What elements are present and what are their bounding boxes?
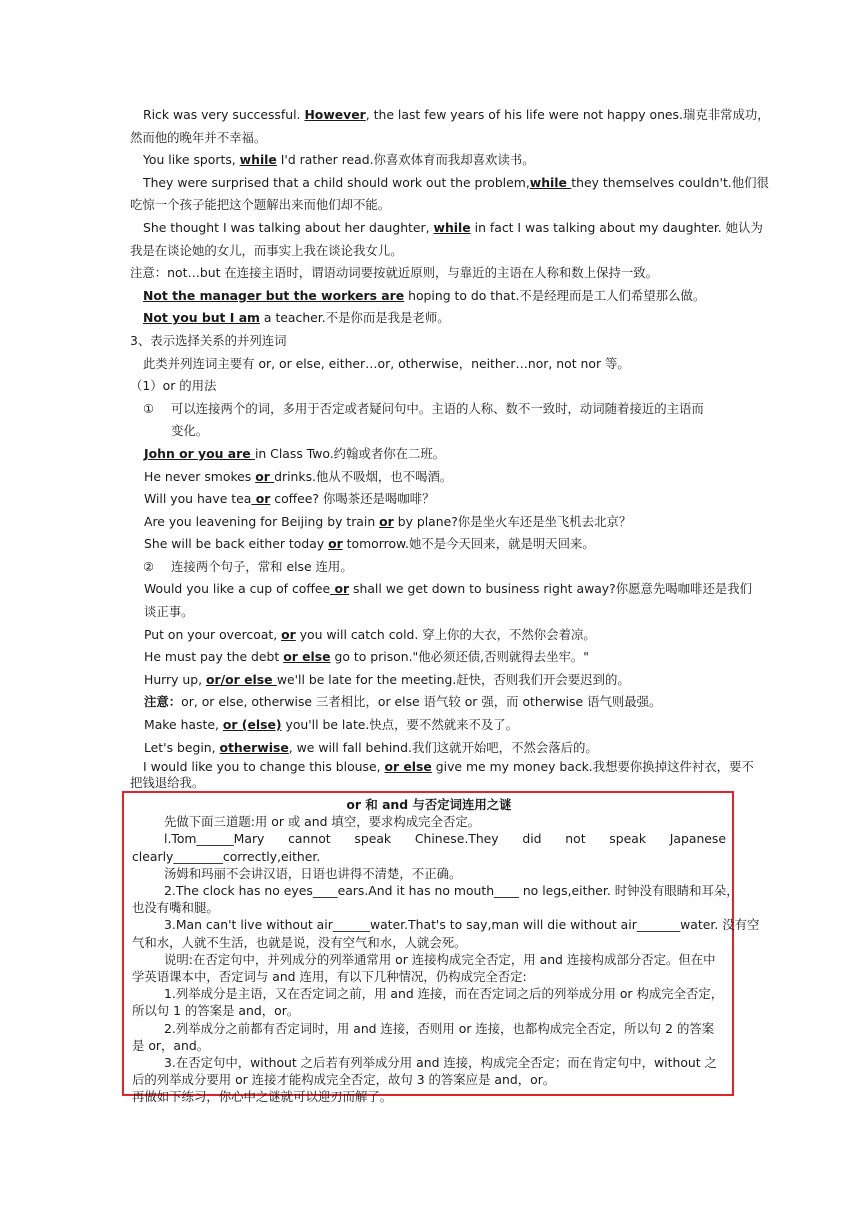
- circled-number: ②: [143, 558, 155, 574]
- text-run: They were surprised that a child should work out the problem,: [143, 174, 530, 190]
- text-run: go to prison."他必须还债,否则就得去坐牢。": [330, 649, 589, 665]
- example-line: [130, 759, 754, 775]
- text-run: in fact I was talking about my daughter. 她认为: [470, 219, 763, 235]
- example-line: [130, 714, 732, 737]
- callout-box: [122, 791, 760, 1105]
- example-line: [130, 737, 732, 760]
- emphasis-conjunction: or: [281, 626, 296, 642]
- callout-line: l.Tom______Mary cannot speak Chinese.They did not speak Japanese: [164, 831, 726, 847]
- text-run: 可以连接两个的词，多用于否定或者疑问句中。主语的人称、数不一致时，动词随着接近的主语而: [171, 400, 704, 416]
- example-line: [130, 307, 732, 330]
- text-run: Would you like a cup of coffee: [144, 581, 331, 597]
- text-run: Will you have tea: [144, 491, 252, 507]
- emphasis-conjunction: while: [433, 219, 471, 235]
- text-run: I'd rather read.你喜欢体育而我却喜欢读书。: [276, 152, 535, 168]
- subsection-heading: （1）or 的用法: [130, 378, 217, 394]
- example-line: [130, 624, 732, 647]
- example-line: [130, 669, 732, 692]
- callout-line: 后的列举成分要用 or 连接才能构成完全否定，故句 3 的答案应是 and，or。: [132, 1072, 556, 1088]
- paragraph-line: 我是在谈论她的女儿，而事实上我在谈论我女儿。: [130, 242, 403, 258]
- emphasis-conjunction: otherwise: [219, 739, 289, 755]
- example-line: [130, 511, 732, 534]
- text-run: shall we get down to business right away?你愿意先喝咖啡还是我们: [349, 581, 753, 597]
- example-line: [130, 578, 753, 601]
- text-run: 连接两个句子，常和 else 连用。: [171, 558, 353, 574]
- emphasis-conjunction: or: [328, 536, 343, 552]
- text-run: Let's begin,: [144, 739, 220, 755]
- paragraph-line: [130, 172, 769, 195]
- callout-line: 2.The clock has no eyes____ears.And it has no mouth____ no legs,either. 时钟没有眼睛和耳朵，: [164, 883, 739, 899]
- emphasis-conjunction: or else: [283, 649, 331, 665]
- text-run: hoping to do that.不是经理而是工人们希望那么做。: [404, 287, 706, 303]
- text-run: you'll be late.快点，要不然就来不及了。: [281, 717, 519, 733]
- paragraph-line: 变化。: [171, 423, 209, 439]
- text-run: Rick was very successful.: [143, 107, 305, 122]
- callout-line: 气和水，人就不生活，也就是说，没有空气和水，人就会死。: [132, 934, 467, 950]
- text-run: He never smokes: [144, 468, 256, 484]
- callout-line: 3.Man can't live without air______water.That's to say,man will die without air_______water. 没有空: [164, 917, 760, 933]
- text-run: , we will fall behind.我们这就开始吧，不然会落后的。: [288, 739, 598, 755]
- main-text: [130, 104, 770, 791]
- text-run: She will be back either today: [144, 536, 329, 552]
- section-heading: 3、表示选择关系的并列连词: [130, 332, 287, 348]
- emphasis-conjunction: or/or else: [206, 671, 277, 687]
- callout-line: 所以句 1 的答案是 and，or。: [132, 1003, 300, 1019]
- paragraph-line: [130, 104, 770, 127]
- text-run: drinks.他从不吸烟，也不喝酒。: [274, 468, 453, 484]
- text-run: Are you leavening for Beijing by train: [144, 513, 380, 529]
- callout-line: 1.列举成分是主语，又在否定词之前，用 and 连接，而在否定词之后的列举成分用 or 构成完全否定，: [164, 986, 724, 1002]
- example-line: [130, 285, 732, 308]
- text-run: or, or else, otherwise 三者相比，or else 语气较 or 强，而 otherwise 语气则最强。: [181, 694, 662, 710]
- text-run: coffee? 你喝茶还是喝咖啡？: [270, 491, 435, 507]
- numbered-item: [130, 556, 732, 579]
- text-run: give me my money back.我想要你换掉这件衬衣，要不: [431, 759, 754, 775]
- callout-line: 学英语课本中，否定词与 and 连用，有以下几种情况，仍构成完全否定:: [132, 969, 527, 985]
- paragraph-line: 把钱退给我。: [130, 775, 205, 791]
- emphasis-subject: Not you but I am: [143, 310, 260, 326]
- text-run: by plane?你是坐火车还是坐飞机去北京？: [393, 513, 632, 529]
- emphasis-conjunction: or: [251, 491, 271, 507]
- example-line: [130, 466, 732, 489]
- text-run: you will catch cold. 穿上你的大衣，不然你会着凉。: [295, 626, 596, 642]
- callout-line: 汤姆和玛丽不会讲汉语，日语也讲得不清楚，不正确。: [164, 865, 462, 881]
- text-run: we'll be late for the meeting.赶快，否则我们开会要迟到的。: [276, 671, 630, 687]
- text-run: Make haste,: [144, 717, 223, 733]
- paragraph-line: [130, 217, 763, 240]
- text-run: they themselves couldn't.他们很: [571, 174, 769, 190]
- emphasis-conjunction: while: [529, 174, 572, 190]
- emphasis-conjunction: or else: [384, 759, 432, 775]
- text-run: in Class Two.约翰或者你在二班。: [254, 445, 446, 461]
- circled-number: ①: [143, 400, 155, 416]
- callout-line: 说明:在否定句中，并列成分的列举通常用 or 连接构成完全否定，用 and 连接构成部分否定。但在中: [164, 951, 716, 967]
- example-line: [130, 646, 732, 669]
- callout-line: 先做下面三道题:用 or 或 and 填空，要求构成完全否定。: [164, 814, 481, 830]
- paragraph-line: [130, 149, 732, 172]
- emphasis-conjunction: or: [379, 513, 394, 529]
- example-line: [130, 443, 732, 466]
- emphasis-conjunction: while: [239, 152, 277, 168]
- emphasis-conjunction: However: [304, 107, 366, 122]
- text-run: Put on your overcoat,: [144, 626, 282, 642]
- note-label: 注意：: [144, 694, 182, 710]
- callout-line: 是 or，and。: [132, 1037, 210, 1053]
- note-line: [130, 691, 732, 714]
- emphasis-conjunction: or: [255, 468, 275, 484]
- text-run: tomorrow.她不是今天回来，就是明天回来。: [342, 536, 595, 552]
- text-run: She thought I was talking about her daughter,: [143, 219, 434, 235]
- emphasis-conjunction: or (else): [222, 717, 282, 733]
- numbered-item: [130, 398, 732, 421]
- emphasis-subject: John or you are: [144, 445, 255, 461]
- text-run: Hurry up,: [144, 671, 207, 687]
- emphasis-subject: Not the manager but the workers are: [143, 287, 405, 303]
- example-line: [130, 488, 732, 511]
- note-line: 注意：not…but 在连接主语时，谓语动词要按就近原则，与靠近的主语在人称和数上保持一致。: [130, 265, 659, 281]
- paragraph-line: 谈正事。: [144, 604, 194, 620]
- emphasis-conjunction: or: [330, 581, 350, 597]
- text-run: You like sports,: [143, 152, 240, 168]
- callout-line: clearly________correctly,either.: [132, 848, 321, 864]
- paragraph-line: 此类并列连词主要有 or, or else, either…or, otherwise，neither…nor, not nor 等。: [143, 355, 630, 371]
- callout-line: 再做如下练习，你心中之谜就可以迎刃而解了。: [132, 1089, 393, 1105]
- paragraph-line: 然而他的晚年并不幸福。: [130, 129, 267, 145]
- example-line: [130, 533, 732, 556]
- callout-line: 2.列举成分之前都有否定词时，用 and 连接，否则用 or 连接，也都构成完全否定，所以句 2 的答案: [164, 1020, 715, 1036]
- callout-line: 也没有嘴和腿。: [132, 900, 219, 916]
- text-run: a teacher.不是你而是我是老师。: [259, 310, 450, 326]
- text-run: I would like you to change this blouse,: [143, 759, 385, 775]
- text-run: , the last few years of his life were not happy ones.瑞克非常成功，: [365, 107, 770, 122]
- paragraph-line: 吃惊一个孩子能把这个题解出来而他们却不能。: [130, 197, 391, 213]
- text-run: He must pay the debt: [144, 649, 284, 665]
- callout-line: 3.在否定句中，without 之后若有列举成分用 and 连接，构成完全否定；而在肯定句中，without 之: [164, 1055, 717, 1071]
- callout-title: or 和 and 与否定词连用之谜: [346, 797, 512, 812]
